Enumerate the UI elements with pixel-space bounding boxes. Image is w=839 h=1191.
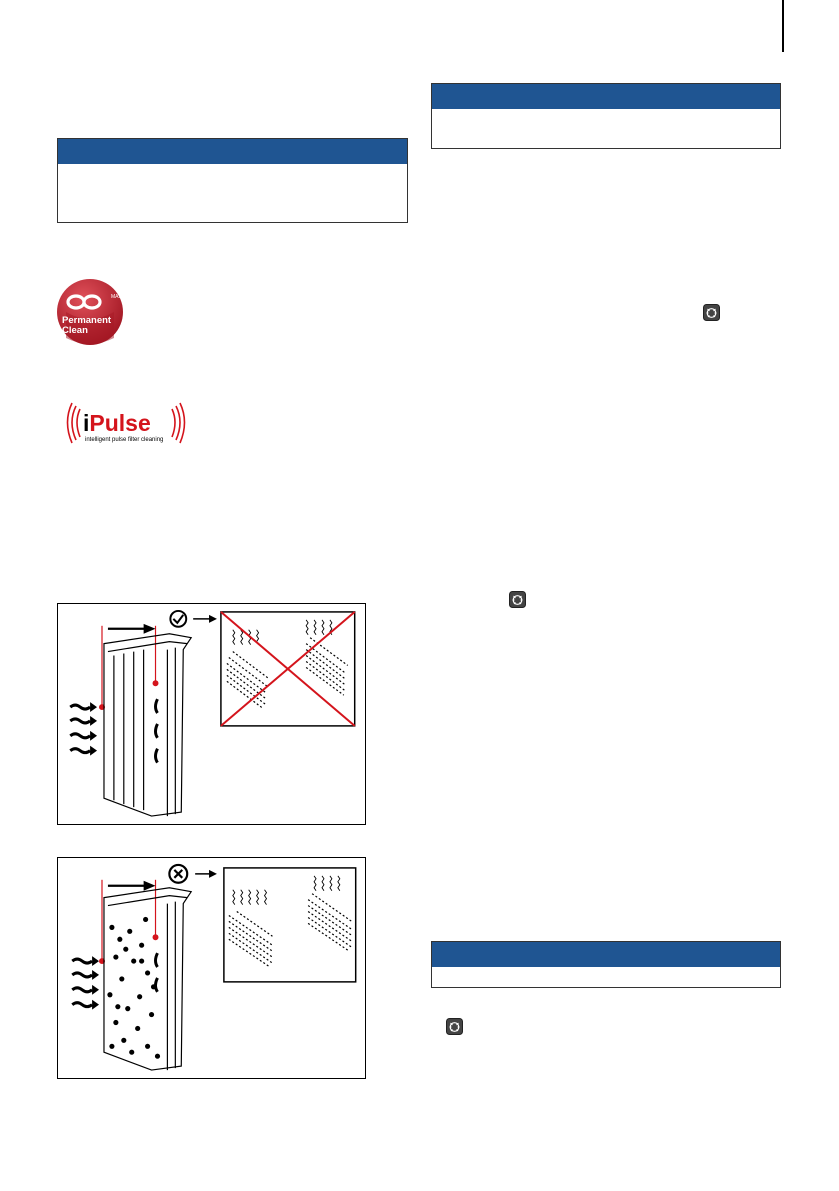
filter-clean-status-icon [703,304,720,321]
logo-line1: Permanent [62,315,112,326]
ipulse-i: i [83,410,90,436]
figure-filter-clogged [57,857,366,1079]
ipulse-logo [66,400,196,446]
logo-line2: Clean [62,325,88,336]
ipulse-word: Pulse [89,410,151,436]
permanent-clean-logo [54,278,126,346]
logo-badge: MAX [111,294,122,300]
svg-text:iPulse [83,410,151,436]
figure-filter-correct [57,603,366,825]
note-box-left [57,138,408,223]
filter-clean-status-icon [446,1018,463,1035]
note-box-right-bottom [431,941,781,988]
note-box-right-top [431,83,781,149]
note-header-bar [58,139,407,164]
binding-line [782,0,784,52]
ipulse-tagline: intelligent pulse filter cleaning [85,437,164,443]
filter-clean-status-icon [509,591,526,608]
note-header-bar [432,942,780,967]
note-header-bar [432,84,780,109]
